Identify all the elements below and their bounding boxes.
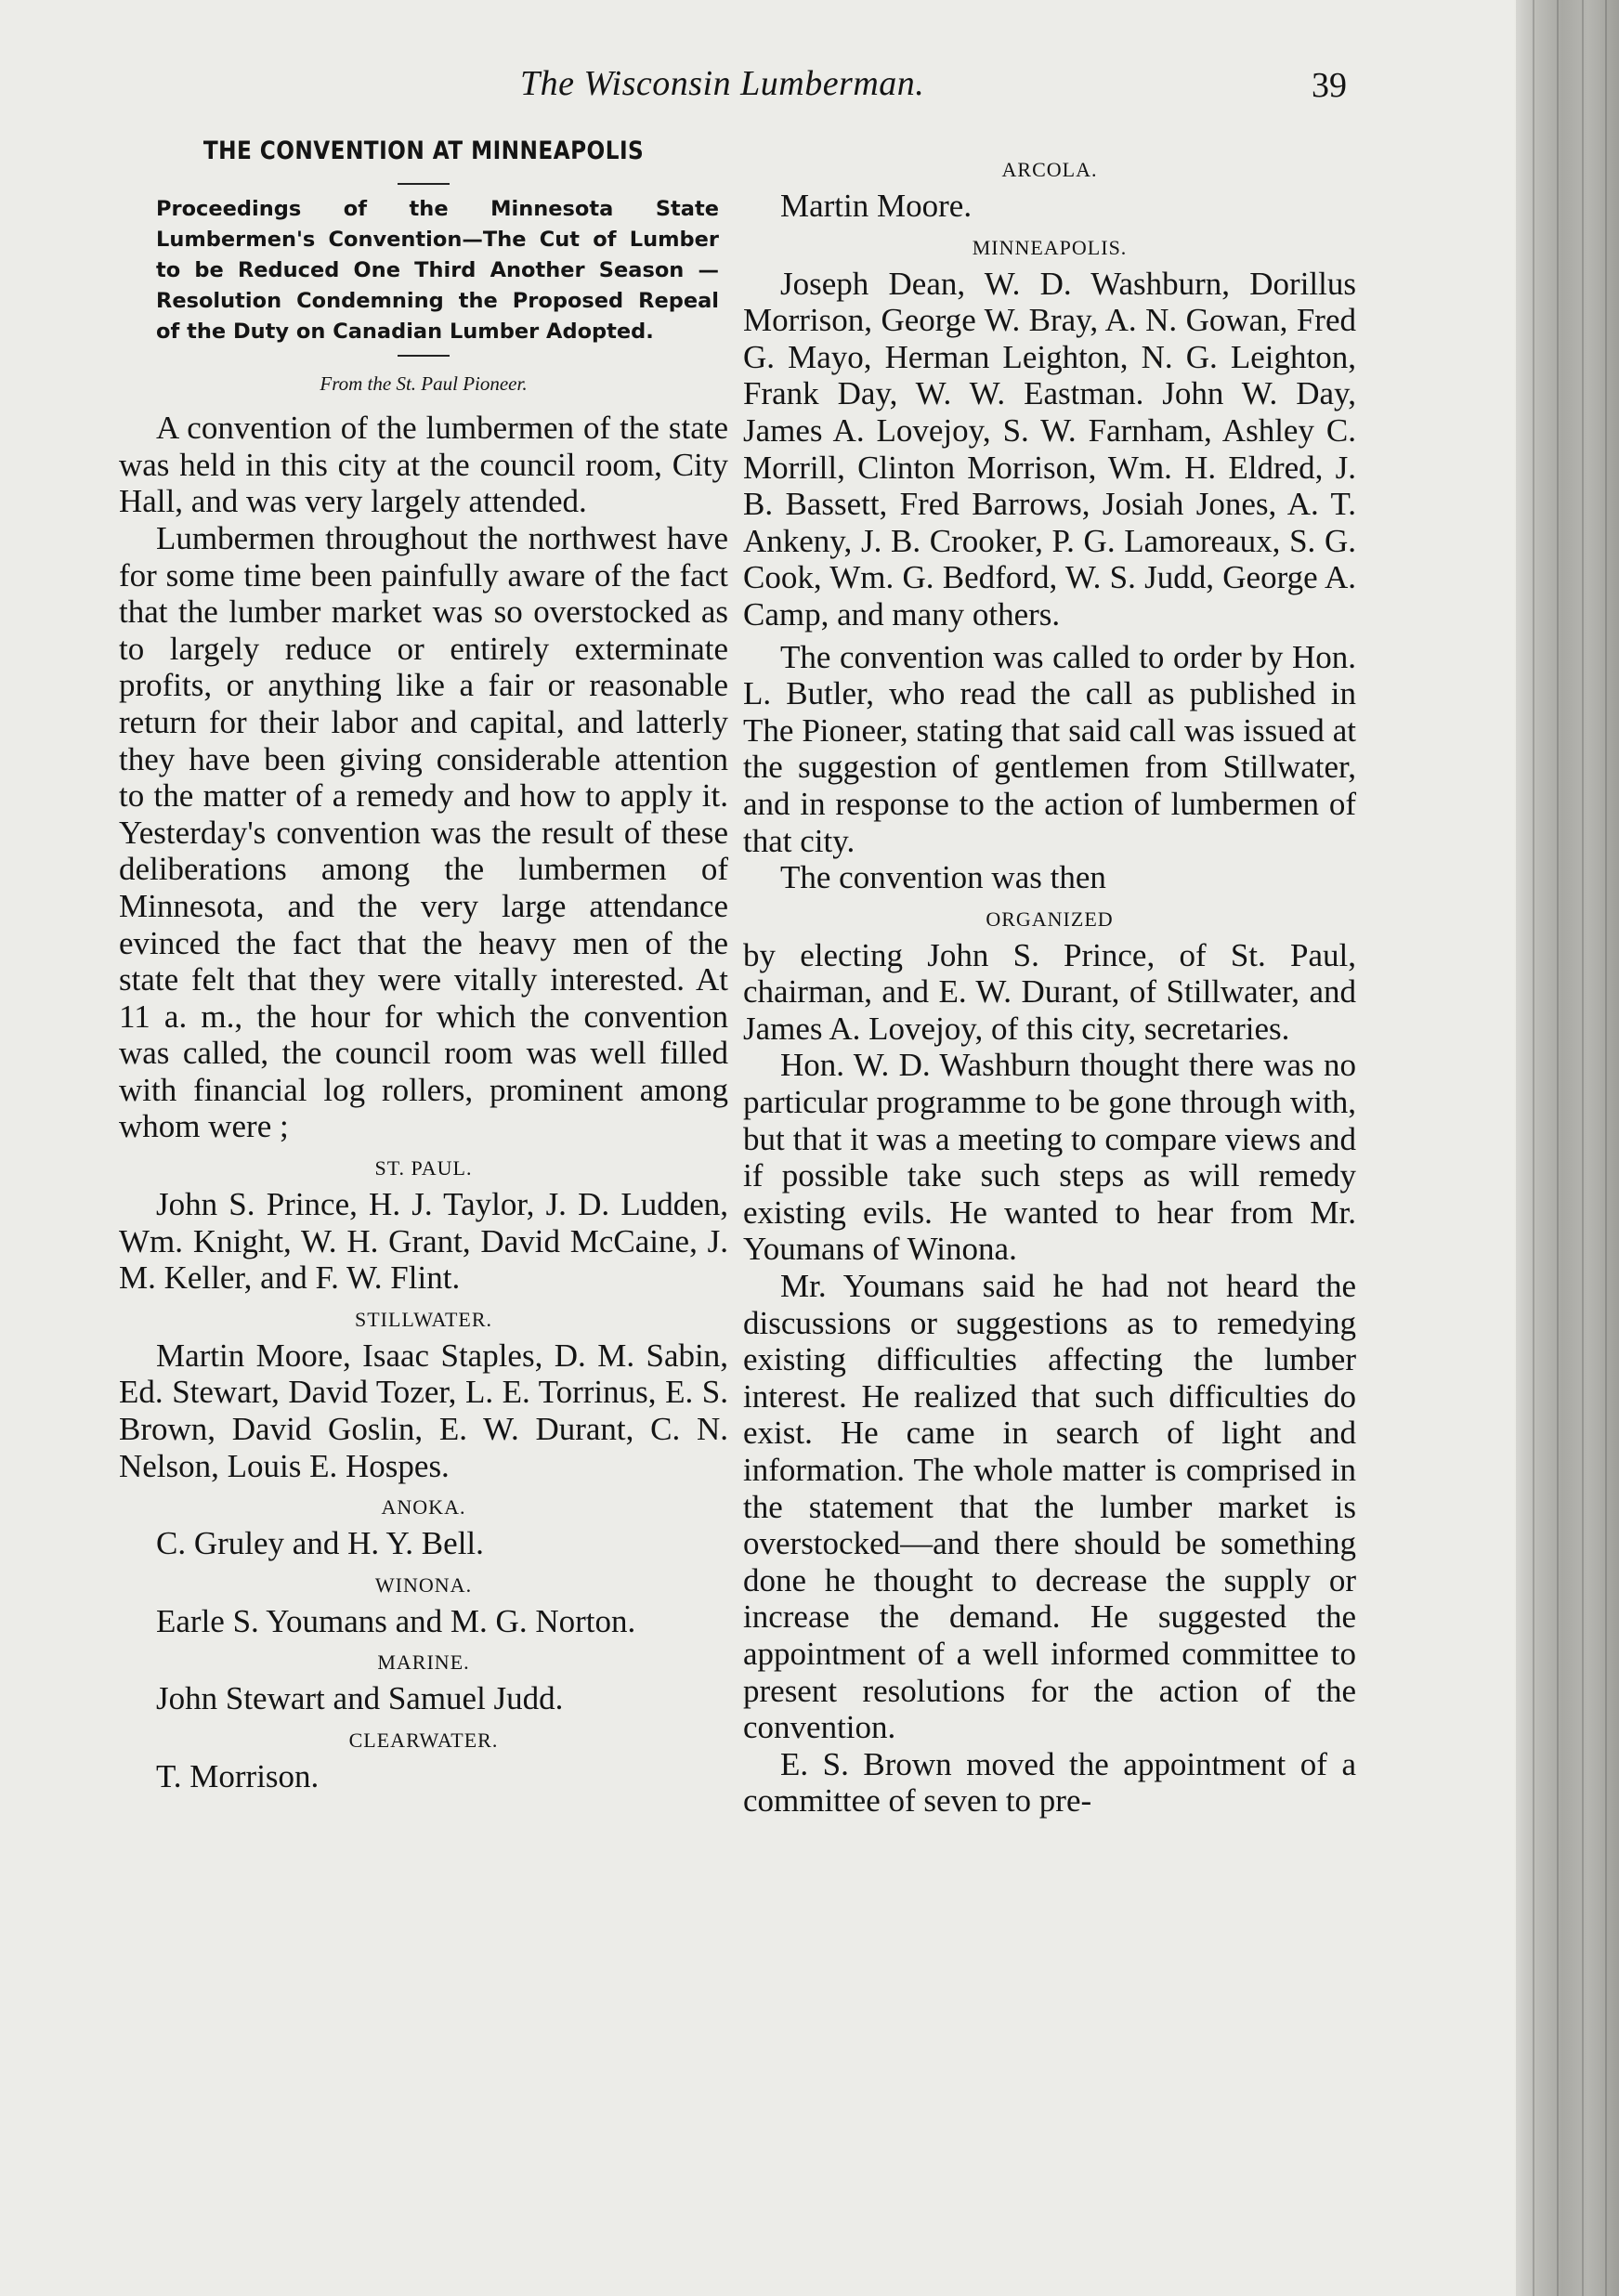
delegation-place: MARINE. (377, 1650, 470, 1675)
paragraph: Mr. Youmans said he had not heard the discussions or suggestions as to remedying existing difficulties affecting the lumber interest. He realized that such difficulties do exist. He came in search of light and information. The whole matter is comprised in the statement that the lumber market is overstocked—and there should be something done he thought to decrease the supply or increase the demand. He suggested the appointment of a well informed committee to present resolutions for the action of the convention. (743, 1268, 1356, 1746)
right-column (743, 147, 1356, 1820)
running-title: The Wisconsin Lumberman. (520, 64, 925, 103)
paragraph: E. S. Brown moved the appointment of a committee of seven to pre- (743, 1745, 1356, 1820)
page-edge-shadow (1516, 0, 1619, 2296)
paragraph: The convention was called to order by Hon. L. Butler, who read the call as published in The Pioneer, stating that said call was issued at the suggestion of gentlemen from Stillwater, and in response to the action of lumbermen of that city. (743, 638, 1356, 859)
delegation-names: T. Morrison. (156, 1758, 320, 1794)
delegation-place: CLEARWATER. (348, 1729, 499, 1752)
section-subhead-organized: ORGANIZED (986, 907, 1114, 931)
delegation-names: C. Gruley and H. Y. Bell. (156, 1525, 484, 1562)
delegation-place: ARCOLA. (1001, 158, 1098, 181)
delegation-place: MINNEAPOLIS. (972, 235, 1128, 259)
edge-streak (1605, 0, 1607, 2296)
delegation-place: WINONA. (374, 1572, 473, 1597)
delegation-names: John S. Prince, H. J. Taylor, J. D. Ludden, Wm. Knight, W. H. Grant, David McCaine, J. M. Keller, and F. W. Flint. (119, 1186, 728, 1297)
delegation-place: ANOKA. (381, 1495, 466, 1520)
headline-rule (398, 183, 450, 185)
delegation-names: Martin Moore, Isaac Staples, D. M. Sabin, Ed. Stewart, David Tozer, L. E. Torrinus, E. S. Brown, David Goslin, E. W. Durant, C. N. Nelson, Louis E. Hospes. (119, 1337, 728, 1484)
paragraph: Hon. W. D. Washburn thought there was no particular programme to be gone through with, but that it was a meeting to compare views and if possible take such steps as will remedy existing evils. He wanted to hear from Mr. Youmans of Winona. (743, 1047, 1356, 1268)
left-column (119, 125, 728, 1795)
edge-streak (1533, 0, 1534, 2296)
article-subhead: Proceedings of the Minnesota State Lumbermen's Convention—The Cut of Lumber to be Reduced One Third Another Season —Resolution Condemning the Proposed Repeal of the Duty on Canadian Lumber Adopted. (156, 196, 719, 344)
paragraph: Lumbermen throughout the northwest have for some time been painfully aware of the fact that the lumber market was so overstocked as to largely reduce or entirely exterminate profits, or anything like a fair or reasonable return for their labor and capital, and latterly they have been giving considerable attention to the matter of a remedy and how to apply it. Yesterday's convention was the result of these deliberations among the lumbermen of Minnesota, and the very large attendance evinced the fact that the heavy men of the state felt that they were vitally interested. At 11 a. m., the hour for which the convention was called, the council room was well filled with financial log rollers, prominent among whom were ; (119, 519, 728, 1145)
page-number: 39 (1312, 66, 1347, 105)
article-source: From the St. Paul Pioneer. (320, 372, 528, 395)
delegation-names: Joseph Dean, W. D. Washburn, Dorillus Morrison, George W. Bray, A. N. Gowan, Fred G. Mayo, Herman Leighton, N. G. Leighton, Frank Day, W. W. Eastman. John W. Day, James A. Lovejoy, S. W. Farnham, Ashley C. Morrill, Clinton Morrison, Wm. H. Eldred, J. B. Bassett, Fred Barrows, Josiah Jones, A. T. Ankeny, J. B. Crooker, P. G. Lamoreaux, S. G. Cook, Wm. G. Bedford, W. S. Judd, George A. Camp, and many others. (743, 265, 1356, 633)
edge-streak (1582, 0, 1584, 2296)
delegation-names: John Stewart and Samuel Judd. (156, 1680, 564, 1717)
delegation-place: STILLWATER. (354, 1307, 493, 1331)
delegation-names: Earle S. Youmans and M. G. Norton. (156, 1602, 636, 1639)
delegation-names: Martin Moore. (780, 188, 973, 224)
delegation-place: ST. PAUL. (374, 1156, 473, 1181)
paragraph: The convention was then (780, 859, 1106, 896)
paragraph: A convention of the lumbermen of the state was held in this city at the council room, City Hall, and was very largely attended. (119, 410, 728, 520)
paragraph: by electing John S. Prince, of St. Paul, chairman, and E. W. Durant, of Stillwater, and James A. Lovejoy, of this city, secretaries. (743, 936, 1356, 1047)
subhead-rule (398, 355, 450, 357)
edge-streak (1557, 0, 1559, 2296)
article-headline: THE CONVENTION AT MINNEAPOLIS (202, 137, 645, 165)
